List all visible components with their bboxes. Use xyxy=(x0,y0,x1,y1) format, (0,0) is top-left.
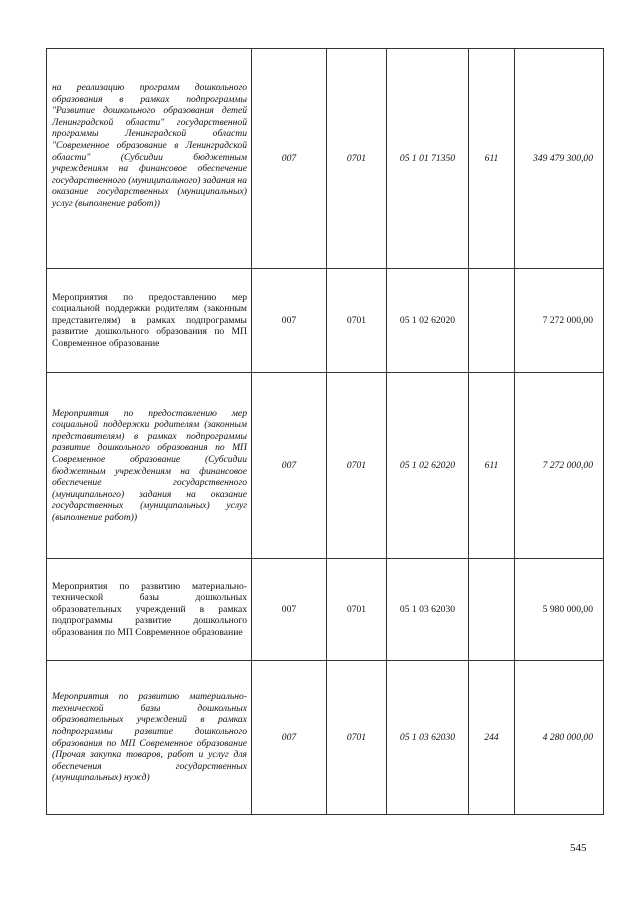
row-target-code: 05 1 03 62030 xyxy=(387,559,469,661)
row-amount: 4 280 000,00 xyxy=(515,661,604,815)
page-number: 545 xyxy=(570,842,587,854)
row-expense-type: 611 xyxy=(469,49,515,269)
row-section-code: 0701 xyxy=(327,373,387,559)
row-ministry-code: 007 xyxy=(252,49,327,269)
row-expense-type xyxy=(469,269,515,373)
table-row xyxy=(47,661,604,815)
table-row xyxy=(47,269,604,373)
row-description: Мероприятия по развитию материально-технической базы дошкольных образовательных учреждений в рамках подпрограммы развитие дошкольного образования по МП Современное образование xyxy=(47,559,252,661)
table-row xyxy=(47,373,604,559)
row-target-code: 05 1 03 62030 xyxy=(387,661,469,815)
row-description: на реализацию программ дошкольного образования в рамках подпрограммы "Развитие дошкольного образования детей Ленинградской области" государственной программы Ленинградской области "Современное образование в Ленинградской области" (Субсидии бюджетным учреждениям на финансовое обеспечение государственного (муниципального) задания на оказание государственных (муниципальных) услуг (выполнение работ)) xyxy=(47,49,252,269)
row-amount: 349 479 300,00 xyxy=(515,49,604,269)
table-row xyxy=(47,559,604,661)
row-section-code: 0701 xyxy=(327,559,387,661)
row-amount: 5 980 000,00 xyxy=(515,559,604,661)
row-section-code: 0701 xyxy=(327,661,387,815)
row-description: Мероприятия по предоставлению мер социальной поддержки родителям (законным представителям) в рамках подпрограммы развитие дошкольного образования по МП Современное образование xyxy=(47,269,252,373)
table-row xyxy=(47,49,604,269)
row-ministry-code: 007 xyxy=(252,661,327,815)
row-ministry-code: 007 xyxy=(252,559,327,661)
row-section-code: 0701 xyxy=(327,269,387,373)
row-description: Мероприятия по предоставлению мер социальной поддержки родителям (законным представителям) в рамках подпрограммы развитие дошкольного образования по МП Современное образование (Субсидии бюджетным учреждениям на финансовое обеспечение государственного (муниципального) задания на оказание государственных (муниципальных) услуг (выполнение работ)) xyxy=(47,373,252,559)
row-expense-type: 611 xyxy=(469,373,515,559)
row-target-code: 05 1 02 62020 xyxy=(387,269,469,373)
row-ministry-code: 007 xyxy=(252,373,327,559)
row-description: Мероприятия по развитию материально-технической базы дошкольных образовательных учреждений в рамках подпрограммы развитие дошкольного образования по МП Современное образование (Прочая закупка товаров, работ и услуг для обеспечения государственных (муниципальных) нужд) xyxy=(47,661,252,815)
row-amount: 7 272 000,00 xyxy=(515,373,604,559)
row-target-code: 05 1 02 62020 xyxy=(387,373,469,559)
budget-table xyxy=(46,48,604,815)
row-expense-type xyxy=(469,559,515,661)
row-ministry-code: 007 xyxy=(252,269,327,373)
row-amount: 7 272 000,00 xyxy=(515,269,604,373)
row-section-code: 0701 xyxy=(327,49,387,269)
row-target-code: 05 1 01 71350 xyxy=(387,49,469,269)
row-expense-type: 244 xyxy=(469,661,515,815)
